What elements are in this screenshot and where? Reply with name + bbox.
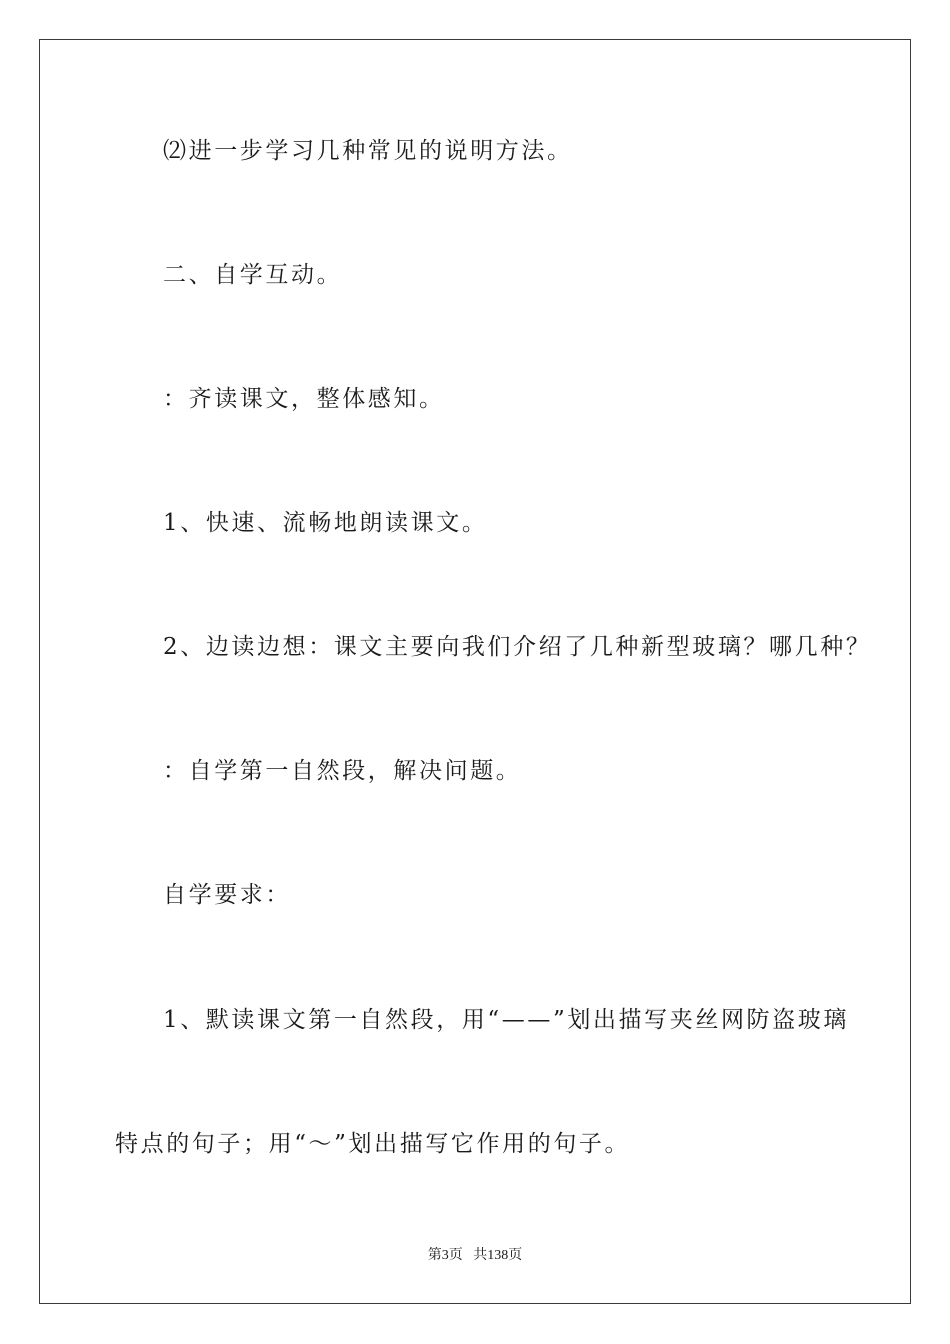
paragraph-requirements-heading: 自学要求： <box>163 882 291 908</box>
paragraph-requirement-1-continued: 特点的句子；用“～”划出描写它作用的句子。 <box>115 1131 631 1157</box>
total-pages: 共138页 <box>473 1248 523 1263</box>
paragraph-self-study: ：自学第一自然段，解决问题。 <box>163 758 522 784</box>
paragraph-read-aloud: ：齐读课文，整体感知。 <box>163 386 445 412</box>
paragraph-requirement-1: 1、默读课文第一自然段，用“——”划出描写夹丝网防盗玻璃 <box>163 1007 849 1033</box>
paragraph-learning-goal: ⑵进一步学习几种常见的说明方法。 <box>163 138 573 164</box>
page-border <box>39 39 911 1304</box>
paragraph-section-heading: 二、自学互动。 <box>163 262 343 288</box>
paragraph-step-1: 1、快速、流畅地朗读课文。 <box>163 510 488 536</box>
page-number: 第3页 <box>427 1248 463 1263</box>
paragraph-step-2: 2、边读边想：课文主要向我们介绍了几种新型玻璃？哪几种？ <box>163 634 872 660</box>
page-footer <box>0 1246 950 1266</box>
